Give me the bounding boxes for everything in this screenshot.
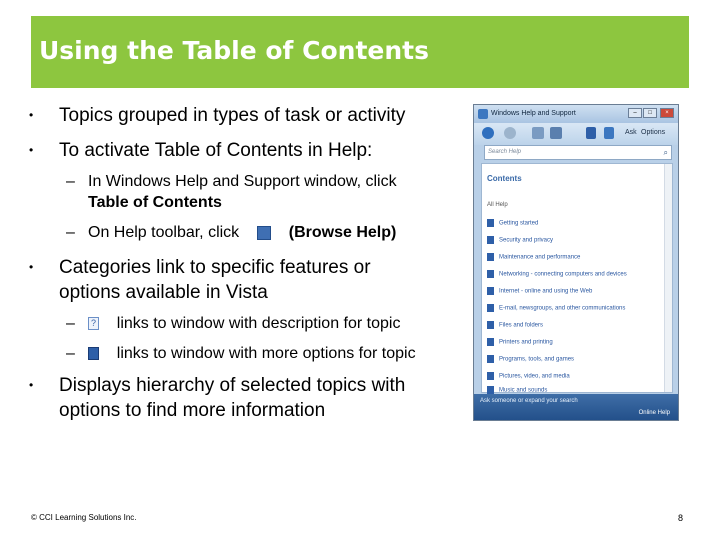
sub-text: links to window with more options for topic <box>116 345 416 362</box>
forward-icon[interactable] <box>504 127 516 139</box>
book-icon <box>487 372 494 380</box>
search-placeholder: Search Help <box>488 149 522 155</box>
toc-item-label: Programs, tools, and games <box>499 356 575 363</box>
book-icon <box>487 386 494 394</box>
sub-dash: – <box>66 173 75 190</box>
toc-item-label: Internet - online and using the Web <box>499 288 593 295</box>
bullet-dot: • <box>29 143 34 157</box>
sub-text-line <box>88 313 400 334</box>
book-icon <box>487 304 494 312</box>
sub-text: On Help toolbar, click <box>88 224 240 241</box>
bullet-dot: • <box>29 260 34 274</box>
contents-heading: Contents <box>487 174 522 183</box>
toc-item[interactable] <box>487 236 553 245</box>
sub-text: links to window with description for topic <box>116 315 401 332</box>
bullet-text: Displays hierarchy of selected topics with <box>59 375 406 396</box>
bullet-text: To activate Table of Contents in Help: <box>59 140 373 161</box>
help-window-title: Windows Help and Support <box>491 110 576 117</box>
book-icon <box>487 338 494 346</box>
sub-text-line <box>88 222 396 243</box>
help-window-screenshot <box>473 104 679 421</box>
browse-help-icon <box>257 226 271 240</box>
sub-dash: – <box>66 224 75 241</box>
sub-text-bold: Table of Contents <box>88 194 222 211</box>
sub-dash: – <box>66 345 75 362</box>
options-label[interactable]: Options <box>641 129 666 136</box>
toc-item[interactable] <box>487 287 592 296</box>
help-app-icon <box>478 109 488 119</box>
browse-help-label: (Browse Help) <box>288 224 397 241</box>
question-page-icon: ? <box>88 317 99 330</box>
bullet-text: options available in Vista <box>59 282 268 303</box>
all-help-link[interactable]: All Help <box>487 202 508 208</box>
back-icon[interactable] <box>482 127 494 139</box>
toc-item[interactable] <box>487 219 538 228</box>
toc-item-label: Maintenance and performance <box>499 254 581 261</box>
toc-item-label: E-mail, newsgroups, and other communications <box>499 305 626 312</box>
toc-item[interactable] <box>487 253 580 262</box>
bullet-dot: • <box>29 378 34 392</box>
sub-text-line <box>88 343 416 364</box>
footer-copyright: © CCI Learning Solutions Inc. <box>31 513 137 522</box>
book-icon <box>487 287 494 295</box>
close-button[interactable]: × <box>660 108 674 118</box>
bullet-dot: • <box>29 108 34 122</box>
book-icon <box>487 236 494 244</box>
toc-item[interactable] <box>487 372 570 381</box>
help-window-titlebar <box>474 105 678 123</box>
online-help-button[interactable]: Online Help <box>638 410 670 416</box>
bullet-text: Categories link to specific features or <box>59 257 371 278</box>
bullet-text: Topics grouped in types of task or activity <box>59 105 406 126</box>
toc-item[interactable] <box>487 338 553 347</box>
home-icon[interactable] <box>532 127 544 139</box>
toc-item[interactable] <box>487 270 627 279</box>
ask-icon[interactable] <box>604 127 614 139</box>
book-icon <box>487 270 494 278</box>
browse-help-icon[interactable] <box>586 127 596 139</box>
bullet-text: options to find more information <box>59 400 326 421</box>
toc-item-label: Printers and printing <box>499 339 553 346</box>
maximize-button[interactable]: □ <box>643 108 657 118</box>
sub-text: In Windows Help and Support window, click <box>88 173 397 190</box>
help-search-input[interactable] <box>484 145 672 160</box>
book-icon <box>487 355 494 363</box>
print-icon[interactable] <box>550 127 562 139</box>
toc-item-label: Security and privacy <box>499 237 554 244</box>
help-toolbar <box>474 123 678 145</box>
book-icon <box>487 253 494 261</box>
page-number: 8 <box>678 513 684 523</box>
ask-someone-link[interactable]: Ask someone or expand your search <box>480 398 578 404</box>
help-contents-pane <box>481 163 673 393</box>
book-icon <box>487 219 494 227</box>
slide-title: Using the Table of Contents <box>39 36 429 65</box>
toc-item-label: Getting started <box>499 220 539 227</box>
book-icon <box>88 347 99 360</box>
toc-item-label: Files and folders <box>499 322 544 329</box>
ask-label[interactable]: Ask <box>625 129 637 136</box>
sub-dash: – <box>66 315 75 332</box>
contents-scrollbar[interactable] <box>664 164 672 392</box>
minimize-button[interactable]: – <box>628 108 642 118</box>
book-icon <box>487 321 494 329</box>
toc-item[interactable] <box>487 304 625 313</box>
toc-item[interactable] <box>487 355 574 364</box>
help-status-bar <box>474 394 678 420</box>
toc-item-label: Music and sounds <box>499 387 548 394</box>
toc-item[interactable] <box>487 321 543 330</box>
title-bar <box>31 16 689 88</box>
toc-item-label: Pictures, video, and media <box>499 373 570 380</box>
search-icon[interactable]: ⌕ <box>663 148 668 157</box>
toc-item-label: Networking - connecting computers and devices <box>499 271 627 278</box>
